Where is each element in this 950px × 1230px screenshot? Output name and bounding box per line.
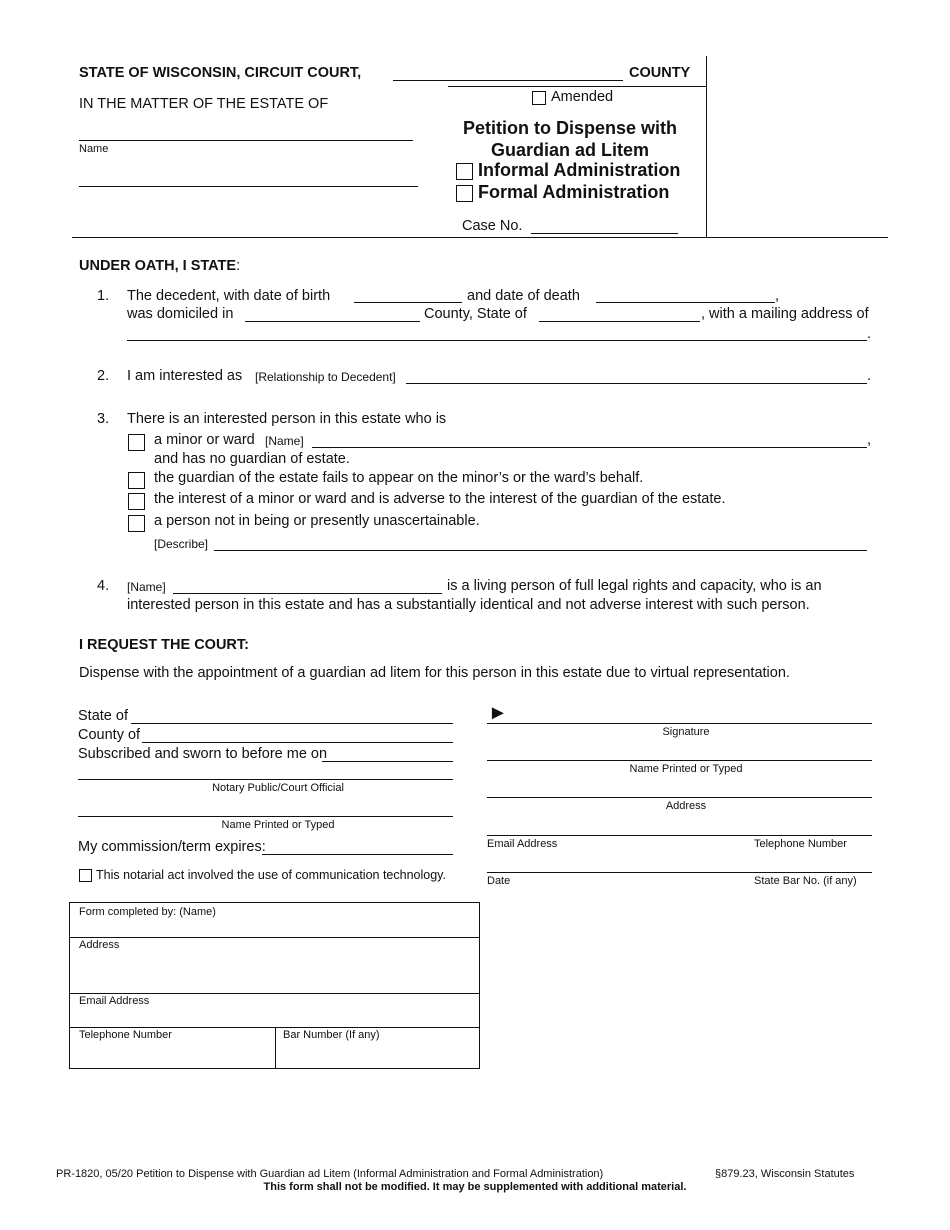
caption-divider-short xyxy=(448,86,706,87)
notary-state-label: State of xyxy=(78,708,128,724)
item-1-text-e: , with a mailing address of xyxy=(701,306,869,322)
county-label: COUNTY xyxy=(629,65,691,81)
oath-heading xyxy=(79,258,240,274)
informal-admin-label: Informal Administration xyxy=(478,160,681,180)
notary-county-label: County of xyxy=(78,727,141,743)
date-of-death-field[interactable] xyxy=(596,302,775,303)
item-2-number: 2. xyxy=(97,368,110,384)
signer-bar-label: State Bar No. (if any) xyxy=(754,875,857,887)
signer-email-label: Email Address xyxy=(487,838,558,850)
notary-name-line[interactable] xyxy=(78,816,453,817)
date-of-birth-field[interactable] xyxy=(354,302,462,303)
completed-by-row-divider-1 xyxy=(70,937,479,938)
commission-expires-field[interactable] xyxy=(262,854,453,855)
minor-ward-label: a minor or ward xyxy=(154,432,255,448)
unascertainable-checkbox[interactable] xyxy=(128,515,145,532)
amended-label: Amended xyxy=(551,89,614,105)
oath-heading-text: UNDER OATH, I STATE xyxy=(79,258,237,274)
item-1-text-c: was domiciled in xyxy=(127,306,234,322)
signer-phone-label: Telephone Number xyxy=(754,838,847,850)
item-1-text-b: and date of death xyxy=(467,288,580,304)
completed-by-box xyxy=(69,902,480,1069)
domicile-state-field[interactable] xyxy=(539,321,700,322)
signature-label: Signature xyxy=(662,726,710,738)
name-label: Name xyxy=(79,143,109,155)
footer-notice: This form shall not be modified. It may be supplemented with additional material. xyxy=(263,1181,687,1193)
item-2-period: . xyxy=(867,368,872,384)
describe-hint: [Describe] xyxy=(154,537,209,551)
case-no-label: Case No. xyxy=(462,218,523,234)
signature-line[interactable] xyxy=(487,723,872,724)
title-line-2: Guardian ad Litem xyxy=(490,140,650,160)
notary-county-field[interactable] xyxy=(142,742,453,743)
item-4-number: 4. xyxy=(97,578,110,594)
oath-heading-colon: : xyxy=(236,258,241,274)
completed-by-row-divider-2 xyxy=(70,993,479,994)
estate-name-field-2[interactable] xyxy=(79,186,418,187)
completed-by-bar-label: Bar Number (If any) xyxy=(283,1029,380,1041)
notary-name-label: Name Printed or Typed xyxy=(221,819,335,831)
matter-label: IN THE MATTER OF THE ESTATE OF xyxy=(79,96,329,112)
county-name-field[interactable] xyxy=(393,80,623,81)
request-text: Dispense with the appointment of a guardian ad litem for this person in this estate due to virtual representation. xyxy=(79,665,790,681)
caption-bottom-rule xyxy=(72,237,888,238)
guardian-fails-label: the guardian of the estate fails to appear on the minor’s or the ward’s behalf. xyxy=(154,470,644,486)
minor-ward-comma: , xyxy=(867,432,872,448)
estate-name-field[interactable] xyxy=(79,140,413,141)
item-4-text-a: is a living person of full legal rights and capacity, who is an xyxy=(447,578,822,594)
communication-tech-label: This notarial act involved the use of communication technology. xyxy=(96,868,446,882)
completed-by-name-label: Form completed by: (Name) xyxy=(79,906,216,918)
subscribed-label: Subscribed and sworn to before me on xyxy=(78,746,328,762)
adverse-interest-label: the interest of a minor or ward and is adverse to the interest of the guardian of the estate. xyxy=(154,491,726,507)
amended-checkbox[interactable] xyxy=(532,91,546,105)
completed-by-email-label: Email Address xyxy=(79,995,150,1007)
completed-by-phone-label: Telephone Number xyxy=(79,1029,172,1041)
item-2-text: I am interested as xyxy=(127,368,243,384)
title-line-1: Petition to Dispense with xyxy=(462,118,677,138)
relationship-field[interactable] xyxy=(406,383,867,384)
footer-statute: §879.23, Wisconsin Statutes xyxy=(715,1168,855,1180)
item-1-period: . xyxy=(867,326,872,342)
formal-admin-checkbox[interactable] xyxy=(456,185,473,202)
signer-address-line[interactable] xyxy=(487,797,872,798)
signer-name-line[interactable] xyxy=(487,760,872,761)
minor-ward-continuation: and has no guardian of estate. xyxy=(154,451,350,467)
minor-ward-checkbox[interactable] xyxy=(128,434,145,451)
subscribed-date-field[interactable] xyxy=(322,761,453,762)
formal-admin-label: Formal Administration xyxy=(478,182,670,202)
relationship-hint: [Relationship to Decedent] xyxy=(255,370,396,384)
item-1-number: 1. xyxy=(97,288,110,304)
signer-date-label: Date xyxy=(487,875,511,887)
describe-field[interactable] xyxy=(214,550,867,551)
completed-by-address-label: Address xyxy=(79,939,120,951)
notary-state-field[interactable] xyxy=(131,723,453,724)
signer-address-label: Address xyxy=(665,800,707,812)
signer-email-phone-line[interactable] xyxy=(487,835,872,836)
guardian-fails-checkbox[interactable] xyxy=(128,472,145,489)
minor-ward-name-field[interactable] xyxy=(312,447,867,448)
living-person-name-field[interactable] xyxy=(173,593,442,594)
item-3-intro: There is an interested person in this estate who is xyxy=(127,411,447,427)
mailing-address-field[interactable] xyxy=(127,340,867,341)
signature-arrow-icon: ► xyxy=(488,702,508,724)
signer-name-label: Name Printed or Typed xyxy=(629,763,743,775)
footer-form-id: PR-1820, 05/20 Petition to Dispense with Guardian ad Litem (Informal Administration and Formal Administration) xyxy=(56,1168,604,1180)
completed-by-col-divider xyxy=(275,1027,276,1068)
item-3-number: 3. xyxy=(97,411,110,427)
request-heading: I REQUEST THE COURT: xyxy=(79,637,249,653)
notary-official-label: Notary Public/Court Official xyxy=(212,782,344,794)
court-prefix: STATE OF WISCONSIN, CIRCUIT COURT, xyxy=(79,65,362,81)
item-1-text-d: County, State of xyxy=(424,306,527,322)
item-4-text-b: interested person in this estate and has a substantially identical and not adverse interest with such person. xyxy=(127,597,810,613)
item-1-text-a: The decedent, with date of birth xyxy=(127,288,331,304)
form-title xyxy=(450,117,690,161)
commission-label: My commission/term expires: xyxy=(78,839,266,855)
notary-official-signature-line[interactable] xyxy=(78,779,453,780)
case-no-field[interactable] xyxy=(531,233,678,234)
adverse-interest-checkbox[interactable] xyxy=(128,493,145,510)
signer-date-bar-line[interactable] xyxy=(487,872,872,873)
item-1-comma: , xyxy=(775,288,780,304)
domicile-county-field[interactable] xyxy=(245,321,420,322)
communication-tech-checkbox[interactable] xyxy=(79,869,92,882)
caption-divider-vertical xyxy=(706,56,707,238)
minor-ward-name-hint: [Name] xyxy=(265,434,304,448)
unascertainable-label: a person not in being or presently unascertainable. xyxy=(154,513,480,529)
living-person-name-hint: [Name] xyxy=(127,580,166,594)
informal-admin-checkbox[interactable] xyxy=(456,163,473,180)
